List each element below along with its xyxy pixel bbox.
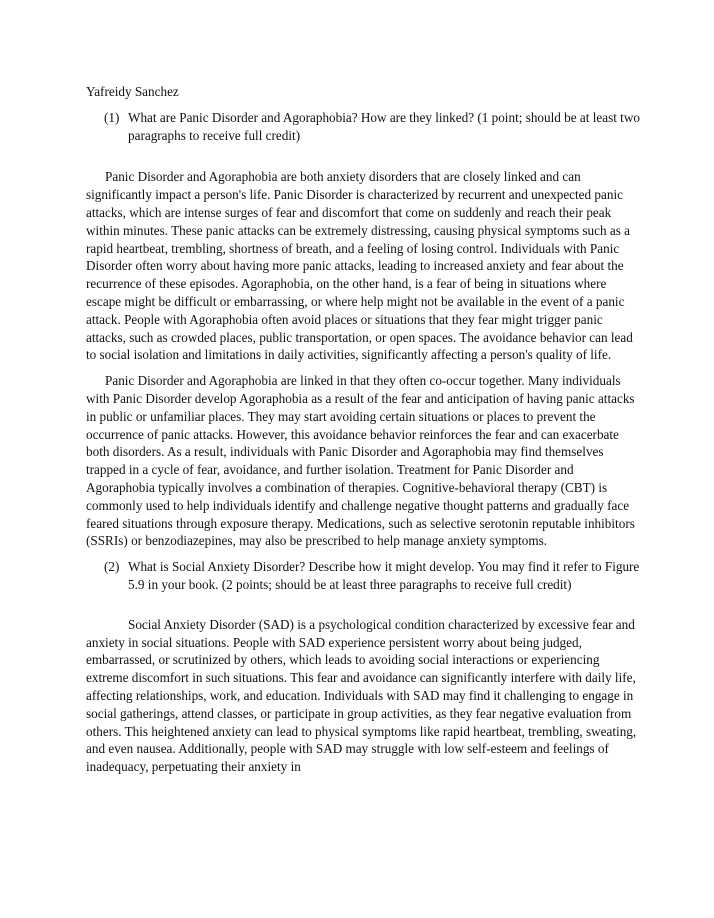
- answer-1-paragraph-1: Panic Disorder and Agoraphobia are both anxiety disorders that are closely linked and can significantly impact a person's life. Panic Disorder is characterized by recurrent and unexpected panic attacks, which are intense surges of fear and discomfort that come on suddenly and reach their peak within minutes. These panic attacks can be extremely distressing, causing physical symptoms such as a rapid heartbeat, trembling, shortness of breath, and a feeling of losing control. Individuals with Panic Disorder often worry about having more panic attacks, leading to increased anxiety and fear about the recurrence of these episodes. Agoraphobia, on the other hand, is a fear of being in situations where escape might be difficult or embarrassing, or where help might not be available in the event of a panic attack. People with Agoraphobia often avoid places or situations that they fear might trigger panic attacks, such as crowded places, public transportation, or open spaces. The avoidance behavior can lead to social isolation and limitations in daily activities, significantly affecting a person's quality of life.: [86, 169, 633, 363]
- question-2: [104, 558, 642, 594]
- answer-1-paragraph-2: Panic Disorder and Agoraphobia are linked in that they often co-occur together. Many individuals with Panic Disorder develop Agoraphobia as a result of the fear and anticipation of having panic attacks in public or unfamiliar places. They may start avoiding certain situations or places to prevent the occurrence of panic attacks. However, this avoidance behavior reinforces the fear and can exacerbate both disorders. As a result, individuals with Panic Disorder and Agoraphobia may find themselves trapped in a cycle of fear, avoidance, and further isolation. Treatment for Panic Disorder and Agoraphobia typically involves a combination of therapies. Cognitive-behavioral therapy (CBT) is commonly used to help individuals identify and challenge negative thought patterns and gradually face feared situations through exposure therapy. Medications, such as selective serotonin reputable inhibitors (SSRIs) or benzodiazepines, may also be prescribed to help manage anxiety symptoms.: [86, 373, 635, 549]
- question-1-text: What are Panic Disorder and Agoraphobia? How are they linked? (1 point; should be at least two paragraphs to receive full credit): [128, 109, 640, 143]
- question-1: [104, 109, 642, 145]
- author-name: Yafreidy Sanchez: [86, 84, 179, 99]
- question-2-number: (2): [104, 559, 120, 575]
- question-1-number: (1): [104, 109, 120, 125]
- answer-2-paragraph-1: Social Anxiety Disorder (SAD) is a psychological condition characterized by excessive fear and anxiety in social situations. People with SAD experience persistent worry about being judged, embarrassed, or scrutinized by others, which leads to avoiding social interactions or experiencing extreme discomfort in such situations. This fear and avoidance can significantly interfere with daily life, affecting relationships, work, and education. Individuals with SAD may find it challenging to engage in social gatherings, attend classes, or participate in group activities, as they fear negative evaluation from others. This heightened anxiety can lead to physical symptoms like rapid heartbeat, trembling, sweating, and even nausea. Additionally, people with SAD may struggle with low self-esteem and feelings of inadequacy, perpetuating their anxiety in: [86, 616, 637, 775]
- question-2-text: What is Social Anxiety Disorder? Describe how it might develop. You may find it refer to Figure 5.9 in your book. (2 points; should be at least three paragraphs to receive full credit): [128, 559, 640, 592]
- document-page: [86, 83, 642, 784]
